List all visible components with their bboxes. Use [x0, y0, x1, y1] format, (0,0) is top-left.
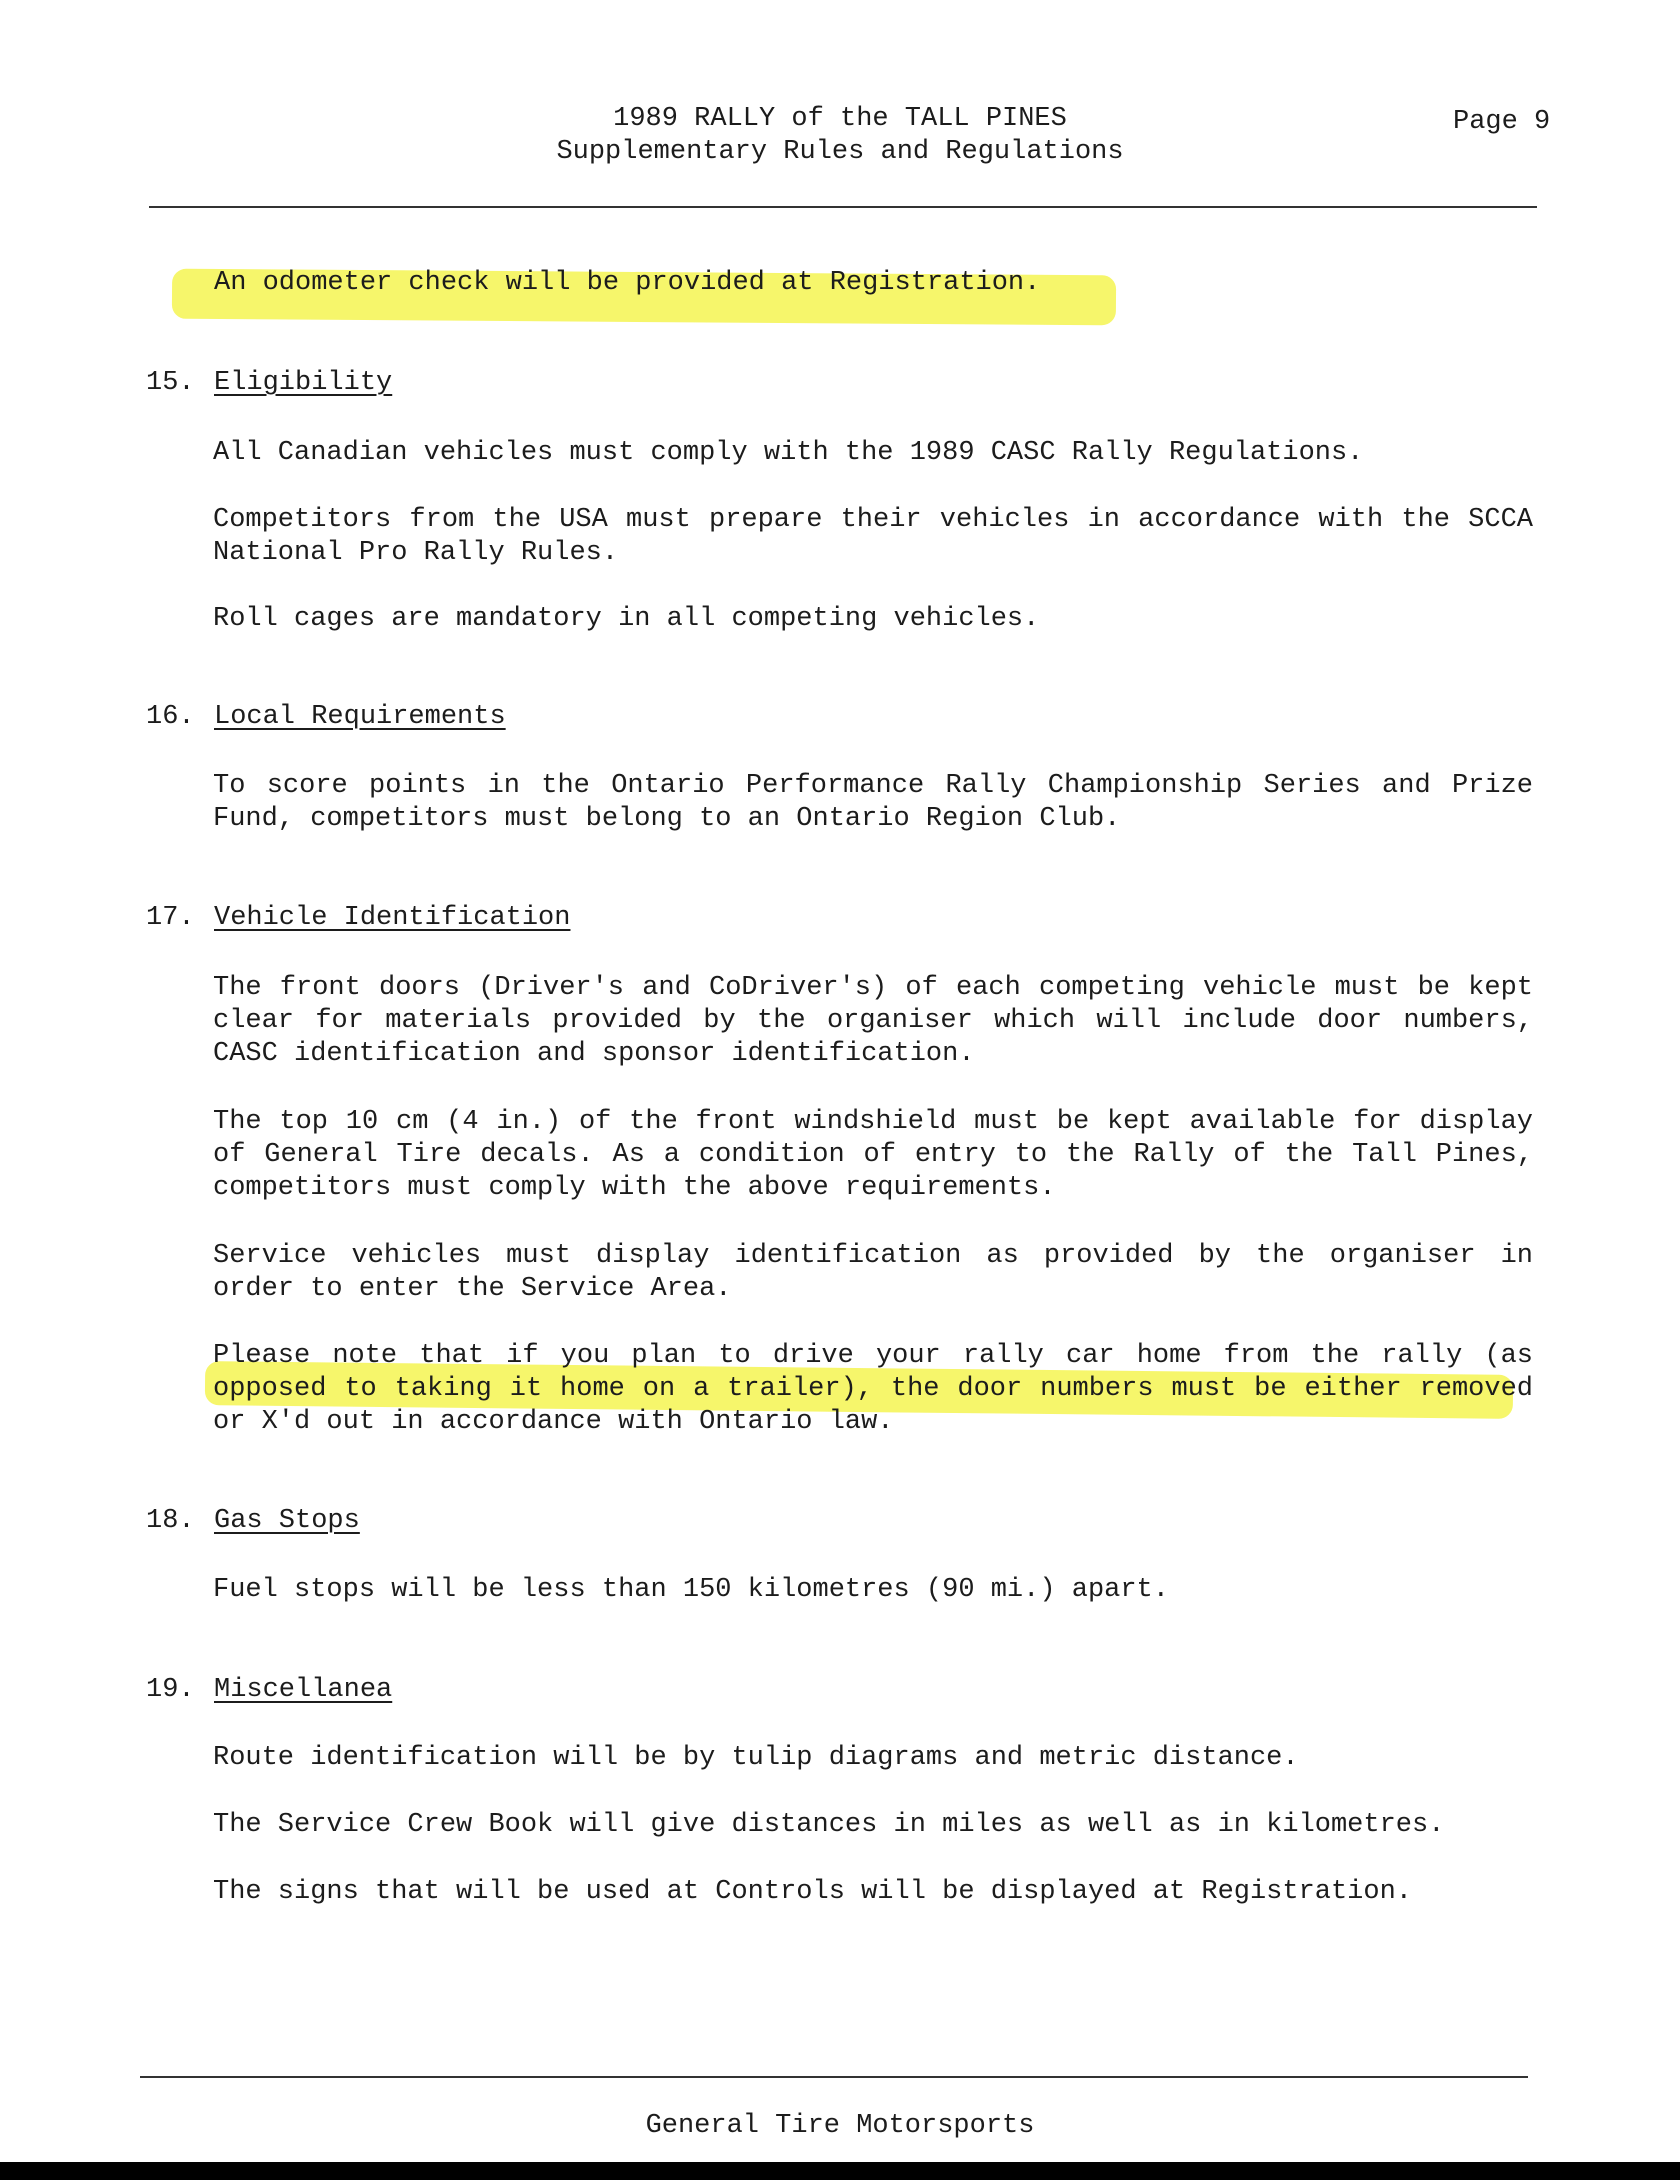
section-16-heading: Local Requirements [214, 702, 506, 732]
section-17-paragraph-4: Please note that if you plan to drive your rally car home from the rally (as opposed to taking it home on a trailer), the door numbers must be either removed or X'd out in accordance with Ontario law. [213, 1341, 1533, 1437]
section-17-paragraph-2: The top 10 cm (4 in.) of the front windshield must be kept available for display of General Tire decals. As a condition of entry to the Rally of the Tall Pines, competitors must comply with the above requirements. [213, 1107, 1533, 1203]
footer-rule [140, 2076, 1528, 2078]
odometer-note: An odometer check will be provided at Registration. [214, 268, 1041, 298]
section-18-heading: Gas Stops [214, 1506, 360, 1536]
title-line-1: 1989 RALLY of the TALL PINES [613, 104, 1067, 134]
section-17-paragraph-1: The front doors (Driver's and CoDriver's) of each competing vehicle must be kept clear for materials provided by the organiser which will include door numbers, CASC identification and sponsor identification. [213, 973, 1533, 1069]
section-18-number: 18. [146, 1506, 195, 1536]
section-19-number: 19. [146, 1675, 195, 1705]
section-19-paragraph-2: The Service Crew Book will give distances in miles as well as in kilometres. [213, 1810, 1445, 1840]
header-rule [149, 206, 1537, 208]
section-16-number: 16. [146, 702, 195, 732]
title-line-2: Supplementary Rules and Regulations [556, 137, 1124, 167]
section-19-heading: Miscellanea [214, 1675, 393, 1705]
section-16-paragraph-1: To score points in the Ontario Performance Rally Championship Series and Prize Fund, competitors must belong to an Ontario Region Club. [213, 771, 1533, 834]
section-17-paragraph-3: Service vehicles must display identification as provided by the organiser in order to enter the Service Area. [213, 1241, 1533, 1304]
section-15-heading: Eligibility [214, 368, 393, 398]
document-title [0, 103, 1680, 169]
section-15-paragraph-3: Roll cages are mandatory in all competing vehicles. [213, 604, 1040, 634]
page-number: Page 9 [1453, 107, 1551, 137]
section-19-paragraph-3: The signs that will be used at Controls will be displayed at Registration. [213, 1877, 1412, 1907]
footer-text: General Tire Motorsports [645, 2111, 1035, 2141]
scan-edge-bar [0, 2162, 1680, 2180]
section-15-paragraph-1: All Canadian vehicles must comply with the 1989 CASC Rally Regulations. [213, 438, 1364, 468]
section-15-number: 15. [146, 368, 195, 398]
section-15-paragraph-2: Competitors from the USA must prepare their vehicles in accordance with the SCCA National Pro Rally Rules. [213, 505, 1533, 568]
section-17-heading: Vehicle Identification [214, 903, 571, 933]
section-18-paragraph-1: Fuel stops will be less than 150 kilometres (90 mi.) apart. [213, 1575, 1169, 1605]
section-19-paragraph-1: Route identification will be by tulip diagrams and metric distance. [213, 1743, 1299, 1773]
section-17-number: 17. [146, 903, 195, 933]
